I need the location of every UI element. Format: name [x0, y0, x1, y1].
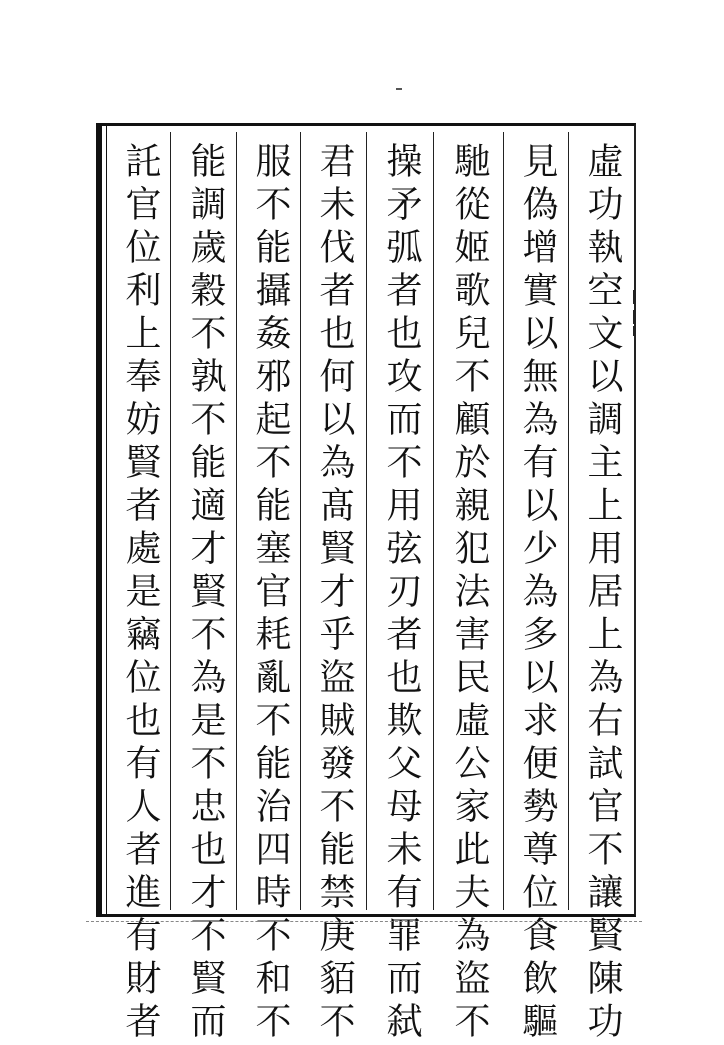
column-rule — [503, 132, 504, 910]
text-column-1: 虛功執空文以調主上用居上為右試官不讓賢陳功 — [582, 142, 623, 1045]
text-column-4: 操矛弧者也攻而不用弦刃者也欺父母未有罪而弑 — [381, 142, 422, 1045]
margin-tick — [633, 326, 635, 336]
column-rule — [568, 132, 569, 910]
column-rule — [300, 132, 301, 910]
column-rule — [366, 132, 367, 910]
text-column-8: 託官位利上奉妨賢者處是竊位也有人者進有財者 — [120, 142, 161, 1045]
margin-tick — [633, 290, 635, 304]
margin-tick-marks — [628, 290, 644, 338]
column-rule — [236, 132, 237, 910]
margin-tick — [633, 310, 635, 324]
text-column-7: 能調歲穀不孰不能適才賢不為是不忠也才不賢而 — [185, 142, 226, 1045]
bottom-dashed-rule — [86, 921, 642, 922]
text-column-2: 見偽增實以無為有以少為多以求便勢尊位食飲驅 — [517, 142, 558, 1045]
text-column-5: 君未伐者也何以為髙賢才乎盜賊發不能禁庚貊不 — [314, 142, 355, 1045]
text-column-6: 服不能攝姦邪起不能塞官耗亂不能治四時不和不 — [250, 142, 291, 1045]
text-column-3: 馳從姬歌兒不顧於親犯法害民虛公家此夫為盜不 — [449, 142, 490, 1045]
top-ink-mark — [396, 88, 402, 90]
column-rule — [170, 132, 171, 910]
column-rule — [433, 132, 434, 910]
